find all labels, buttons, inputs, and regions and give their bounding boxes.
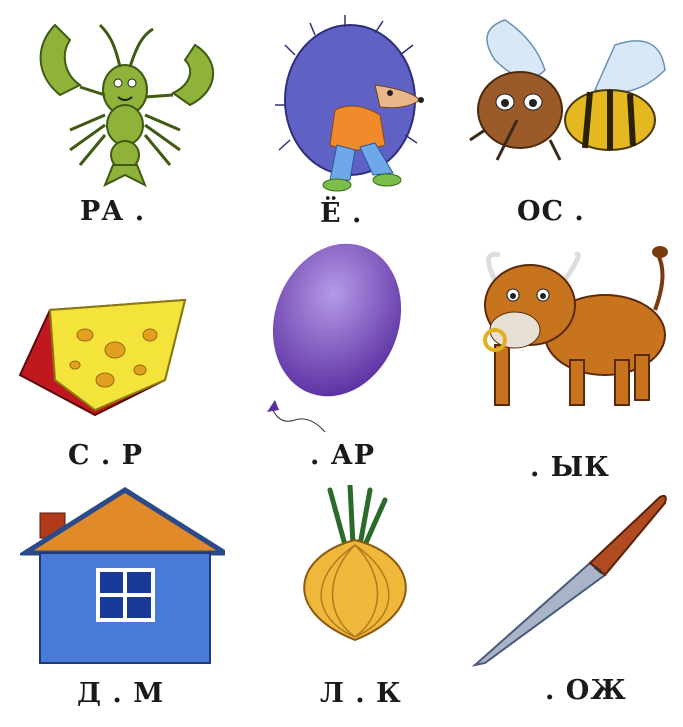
cheese-label: С . Р bbox=[68, 440, 143, 471]
knife-icon bbox=[470, 485, 670, 670]
bull-label: . ЫК bbox=[530, 452, 610, 483]
bull-icon bbox=[475, 240, 680, 420]
onion-label: Л . К bbox=[320, 678, 402, 709]
wasp-icon bbox=[465, 10, 670, 180]
house-label: Д . М bbox=[77, 678, 165, 709]
hedgehog-icon bbox=[275, 15, 435, 200]
onion-icon bbox=[275, 485, 435, 645]
wasp-label: ОС . bbox=[517, 196, 585, 227]
house-icon bbox=[20, 485, 225, 665]
crayfish-label: РА . bbox=[80, 196, 146, 227]
cheese-icon bbox=[15, 295, 190, 420]
knife-label: . ОЖ bbox=[545, 675, 627, 706]
crayfish-icon bbox=[25, 15, 225, 190]
hedgehog-label: Ё . bbox=[320, 198, 363, 229]
balloon-icon bbox=[255, 240, 410, 440]
balloon-label: . АР bbox=[310, 440, 376, 471]
